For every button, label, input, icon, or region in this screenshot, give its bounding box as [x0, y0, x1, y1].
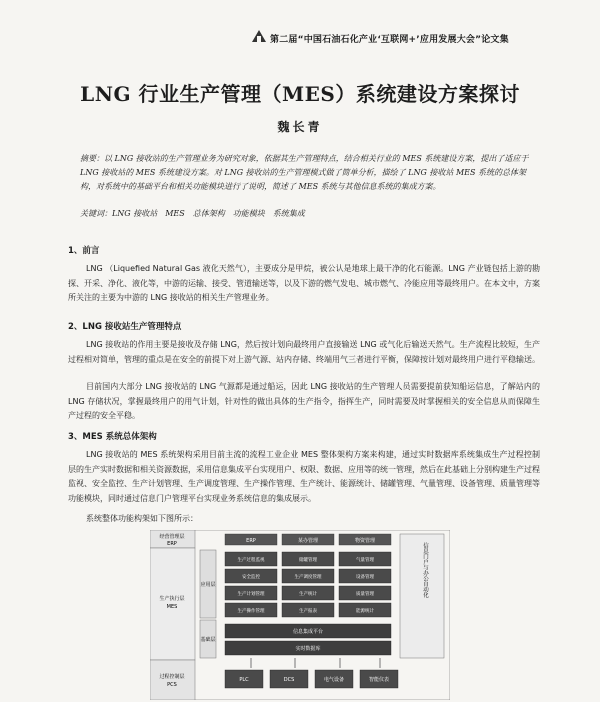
- paper-title: LNG 行业生产管理（MES）系统建设方案探讨: [80, 82, 520, 106]
- layer-code: ERP: [167, 541, 177, 547]
- module-label: 生产过程监视: [237, 558, 265, 563]
- module-label: 生产报表: [299, 609, 317, 614]
- author: 魏长青: [277, 120, 323, 134]
- pcs-label: DCS: [283, 677, 295, 683]
- pcs-label: 智能仪表: [368, 677, 390, 683]
- portal-label: 信息门户与办公自动化: [422, 542, 428, 598]
- layer-code: PCS: [167, 682, 177, 688]
- pcs-label: PLC: [239, 677, 249, 683]
- architecture-diagram: [150, 530, 450, 700]
- layer-code: MES: [166, 604, 178, 610]
- conference-logo-icon: [252, 30, 266, 42]
- base-label: 信息集成平台: [292, 629, 324, 635]
- erp-box-label: ERP: [246, 538, 256, 544]
- sublayer-label: 应用层: [200, 582, 216, 588]
- module-label: 质量管理: [356, 592, 374, 597]
- figure-caption: 系统整体功能构架如下图所示：: [86, 514, 198, 523]
- erp-box-label: 某办管理: [297, 538, 319, 544]
- erp-box-label: 物资管理: [354, 538, 376, 544]
- module-label: 设备管理: [356, 575, 374, 580]
- section-heading-architecture: 3、MES 系统总体架构: [68, 432, 157, 442]
- module-label: 安全监控: [242, 575, 260, 580]
- layer-label: 过程控制层: [159, 674, 185, 680]
- pcs-label: 电气设备: [323, 677, 345, 683]
- module-label: 生产调度管理: [294, 575, 322, 580]
- layer-label: 经营管理层: [159, 534, 185, 540]
- abstract: 摘要：以 LNG 接收站的生产管理业务为研究对象，依据其生产管理特点，结合相关行业的 MES 系统建设方案，提出了适应于 LNG 接收站的 MES 系统建设方案。对 LNG 接收站的生产管理模式做了简单分析，描绘了 LNG 接收站 MES 系统的总体架构，对系统中的基础平台和相关功能模块进行了说明，简述了 MES 系统与其他信息系统的集成方案。: [80, 154, 529, 191]
- module-label: 生产统计: [299, 592, 317, 597]
- module-label: 能源统计: [356, 609, 374, 614]
- section-heading-intro: 1、前言: [68, 246, 100, 256]
- paragraph: LNG 接收站的作用主要是接收及存储 LNG，然后按计划向最终用户直接输送 LNG 或气化后输送天然气。生产流程比较短，生产过程相对简单，管理的重点是在安全的前提下对上游气源、站内存储、终端用气三者进行平衡，保障按计划对最终用户进行平稳输送。: [68, 340, 540, 364]
- module-label: 生产计划管理: [237, 592, 265, 597]
- module-label: 气量管理: [356, 558, 374, 563]
- paragraph: LNG 接收站的 MES 系统架构采用目前主流的流程工业企业 MES 整体架构方案来构建，通过实时数据库系统集成生产过程控制层的生产实时数据和相关资源数据，采用信息集成平台实现用户、权限、数据、应用等的统一管理，然后在此基础上分别构建生产过程监视、安全监控、生产计划管理、生产调度管理、生产操作管理、生产统计、能源统计、储罐管理、气量管理、设备管理、质量管理等功能模块，同时通过信息门户管理平台实现业务系统信息的集成展示。: [68, 450, 540, 503]
- running-header: 第二届“中国石油石化产业‘互联网+’应用发展大会”论文集: [270, 35, 509, 45]
- layer-label: 生产执行层: [159, 596, 185, 602]
- paragraph: LNG （Liquefied Natural Gas 液化天然气），主要成分是甲烷，被公认是地球上最干净的化石能源。LNG 产业链包括上游的勘探、开采、净化、液化等，中游的运输、接受、管道输送等，以及下游的燃气发电、城市燃气、冷能应用等最终用户。在本文中，方案所关注的主要为中游的 LNG 接收站的相关生产管理业务。: [68, 264, 540, 302]
- paragraph: 目前国内大部分 LNG 接收站的 LNG 气源都是通过船运，因此 LNG 接收站的生产管理人员需要提前获知船运信息，了解站内的 LNG 存储状况，掌握最终用户的用气计划，针对性的做出具体的生产指令，指挥生产，同时需要及时掌握相关的安全信息从而保障生产过程的安全平稳。: [68, 382, 540, 420]
- section-heading-features: 2、LNG 接收站生产管理特点: [68, 322, 182, 332]
- keywords: 关键词：LNG 接收站 MES 总体架构 功能模块 系统集成: [80, 209, 305, 218]
- base-label: 实时数据库: [295, 646, 321, 652]
- module-label: 储罐管理: [299, 558, 317, 563]
- module-label: 生产操作管理: [237, 609, 265, 614]
- sublayer-label: 基础层: [200, 637, 216, 643]
